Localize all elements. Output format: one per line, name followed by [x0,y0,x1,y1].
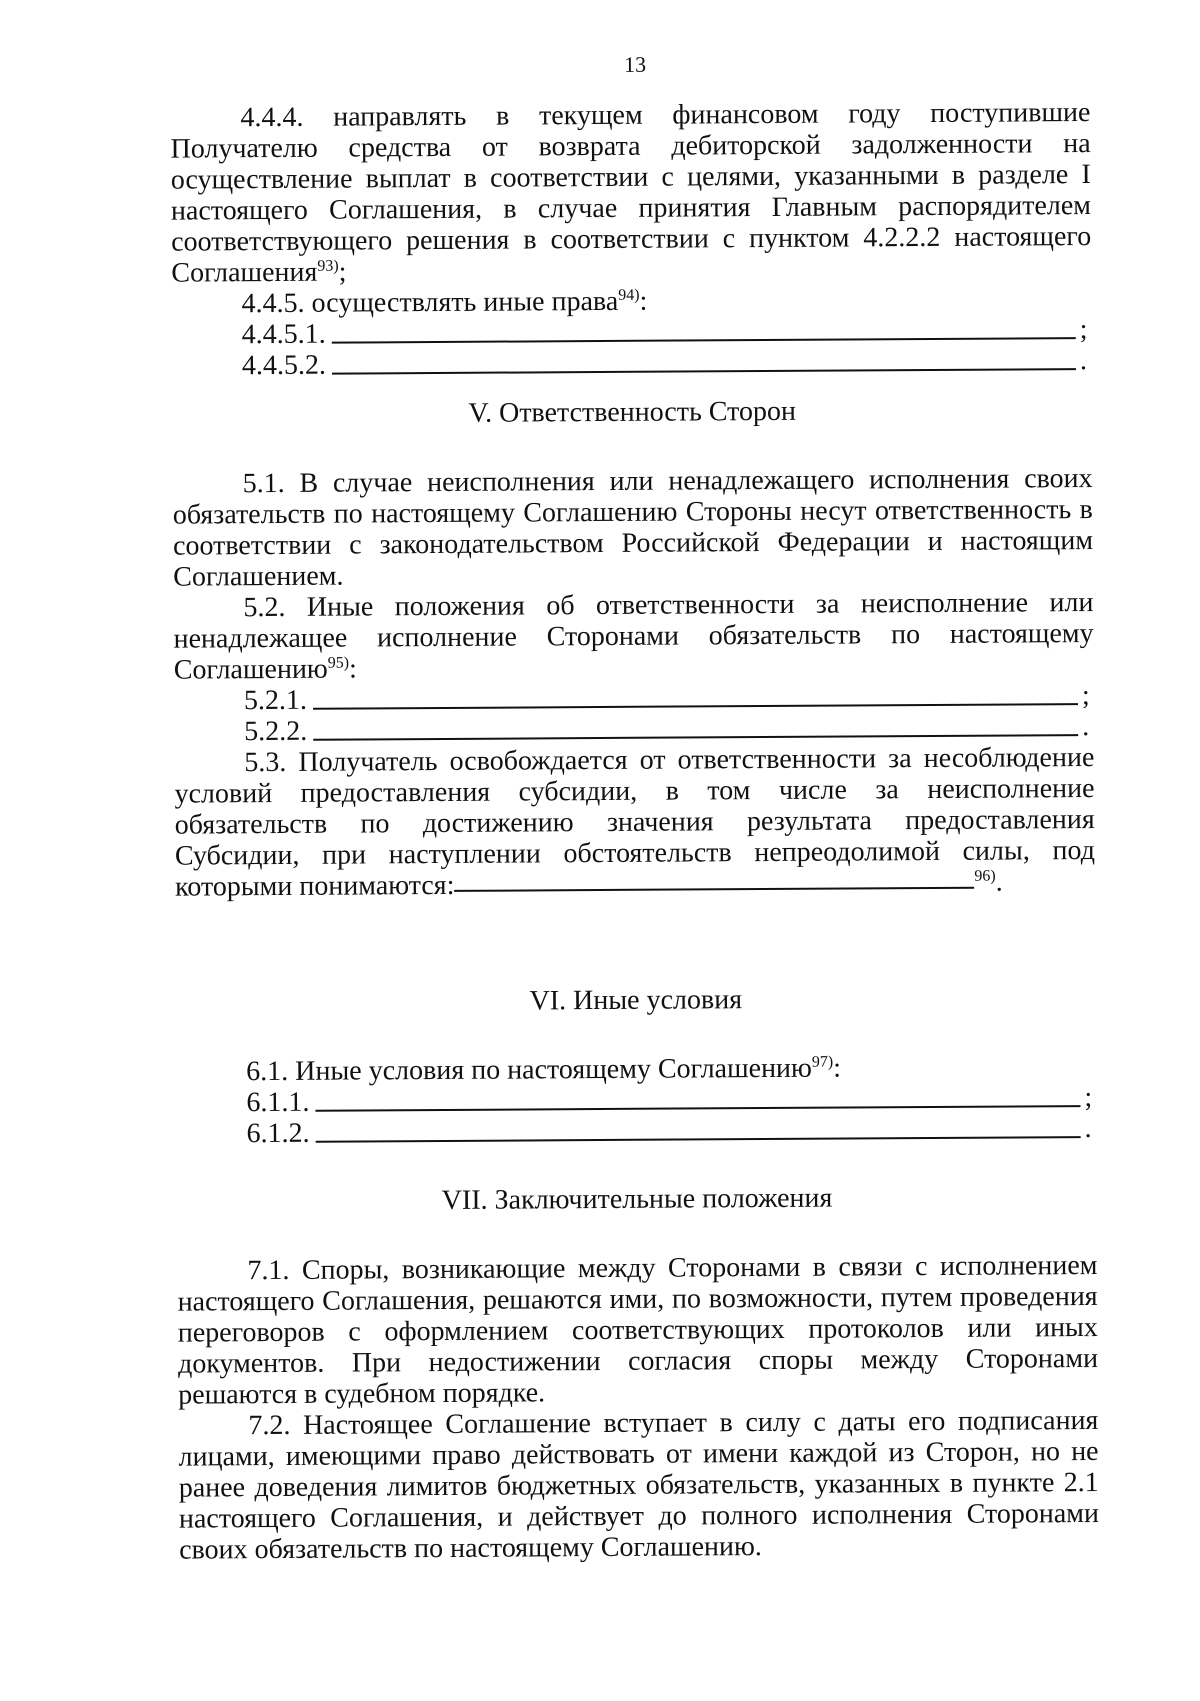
footnote-ref: 94) [618,286,640,304]
fill-in-line [315,1104,1080,1112]
fill-in-line [316,1135,1081,1143]
section-6 [176,982,1097,1150]
section-heading: VII. Заключительные положения [441,1182,833,1216]
fill-in-line [332,367,1076,375]
blank-item-4-4-5-2: 4.4.5.2. . [241,345,1088,382]
footnote-ref: 96) [974,867,996,885]
blank-item-5-2-2: 5.2.2. . [244,711,1090,748]
section-4-continuation [170,97,1092,382]
fill-in-line [332,336,1076,344]
paragraph-5-1: 5.1. В случае неисполнения или ненадлежащего исполнения своих обязательств по настоящему Соглашению Стороны несут ответственность в соответствии с законодательством Российской Федерации и настоящим Соглашением. [172,462,1094,593]
fill-in-line [313,702,1078,710]
paragraph-7-2: 7.2. Настоящее Соглашение вступает в силу с даты его подписания лицами, имеющими право действовать от имени каждой из Сторон, но не ранее доведения лимитов бюджетных обязательств, указанных в пункте 2.1 настоящего Соглашения, и действует до полного исполнения Сторонами своих обязательств по настоящему Соглашению. [178,1404,1100,1566]
page-number: 13 [624,51,647,77]
paragraph-4-4-5: 4.4.5. осуществлять иные права$^{94)}$: [241,285,648,320]
fill-in-line [313,733,1078,741]
paragraph-5-2: 5.2. Иные положения об ответственности за неисполнение или ненадлежащее исполнение Сторонами обязательств по настоящему Соглашению$^{95)}$: [173,586,1094,686]
blank-item-5-2-1: 5.2.1. ; [243,680,1090,717]
section-5 [172,394,1095,903]
footnote-ref: 95) [327,654,350,672]
footnote-ref: 97) [811,1053,834,1071]
blank-item-6-1-2: 6.1.2. . [246,1113,1092,1150]
paragraph-7-1: 7.1. Споры, возникающие между Сторонами в связи с исполнением настоящего Соглашения, решаются ими, по возможности, путем проведения переговоров с оформлением соответствующих протоколов или иных документов. При недостижении согласия споры между Сторонами решаются в судебном порядке. [177,1249,1099,1411]
section-heading: V. Ответственность Сторон [468,395,797,429]
paragraph-5-3: 5.3. Получатель освобождается от ответственности за несоблюдение условий предоставления субсидии, в том числе за неисполнение обязательств по достижению значения результата предоставления Субсидии, при наступлении обстоятельств непреодолимой силы, под которыми понимаются: $^{96)}$. [174,741,1095,903]
section-7 [177,1181,1099,1566]
blank-item-4-4-5-1: 4.4.5.1. ; [241,314,1088,351]
blank-item-6-1-1: 6.1.1. ; [246,1082,1093,1119]
paragraph-4-4-4: 4.4.4. направлять в текущем финансовом году поступившие Получателю средства от возврата дебиторской задолженности на осуществление выплат в соответствии с целями, указанными в разделе I настоящего Соглашения, в случае принятия Главным распорядителем соответствующего решения в соответствии с пунктом 4.2.2.2 настоящего Соглашения$^{93)}$; [170,97,1092,289]
paragraph-6-1: 6.1. Иные условия по настоящему Соглашению$^{97)}$: [246,1052,842,1088]
section-heading: VI. Иные условия [529,984,743,1017]
fill-in-line [454,886,974,892]
footnote-ref: 93) [317,257,339,275]
